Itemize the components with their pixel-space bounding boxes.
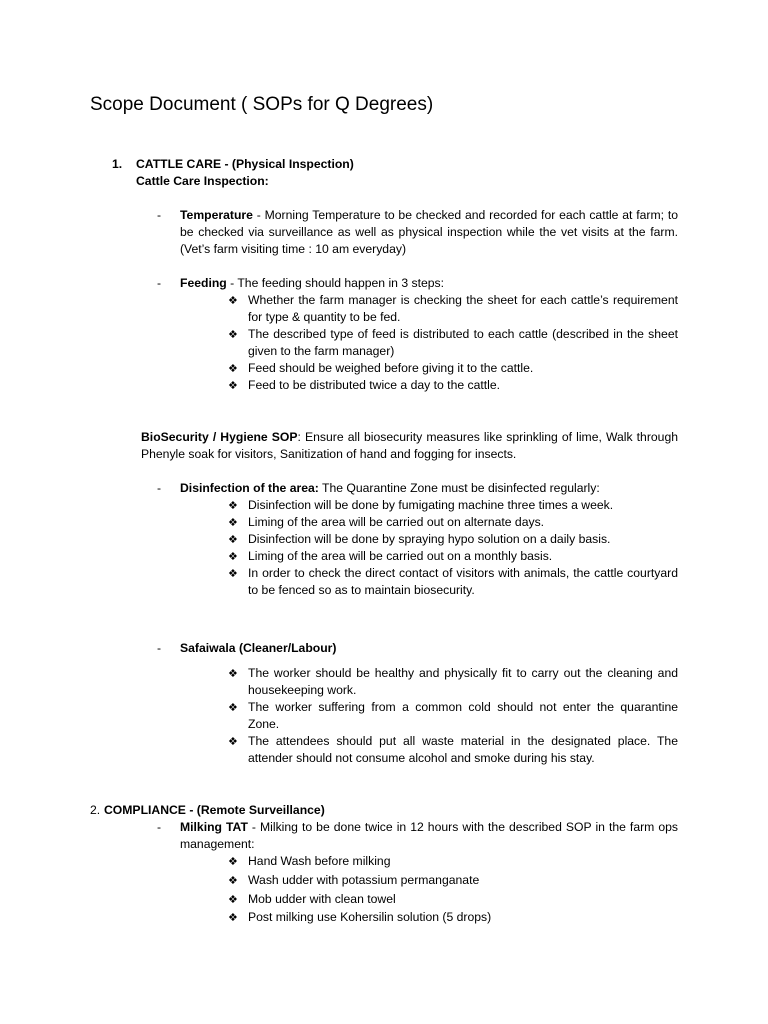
- list-item-text: Liming of the area will be carried out on a monthly basis.: [248, 549, 553, 563]
- list-item: [228, 377, 678, 394]
- section-1-heading: CATTLE CARE - (Physical Inspection): [136, 157, 354, 171]
- temperature-label: Temperature: [180, 208, 253, 222]
- diamond-bullet-icon: ❖: [228, 667, 238, 680]
- list-item: [228, 565, 678, 599]
- milking-label: Milking TAT: [180, 820, 248, 834]
- disinfection-text: The Quarantine Zone must be disinfected regularly:: [318, 481, 600, 495]
- list-item-text: Whether the farm manager is checking the sheet for each cattle’s requirement for type & quantity to be fed.: [248, 293, 678, 324]
- list-item-text: Mob udder with clean towel: [248, 892, 396, 906]
- list-item-text: Post milking use Kohersilin solution (5 drops): [248, 910, 492, 924]
- feeding-paragraph: [180, 275, 678, 292]
- list-item-text: The described type of feed is distributed to each cattle (described in the sheet given to the farm manager): [248, 327, 678, 358]
- list-item-text: Wash udder with potassium permanganate: [248, 873, 480, 887]
- disinfection-label: Disinfection of the area:: [180, 481, 319, 495]
- list-item-text: Disinfection will be done by spraying hypo solution on a daily basis.: [248, 532, 611, 546]
- temperature-paragraph: [180, 207, 678, 258]
- diamond-bullet-icon: ❖: [228, 893, 238, 906]
- section-1-number: 1.: [112, 157, 123, 171]
- list-item: [228, 326, 678, 360]
- diamond-bullet-icon: ❖: [228, 567, 238, 580]
- list-item-text: The worker suffering from a common cold should not enter the quarantine Zone.: [248, 700, 678, 731]
- dash-bullet: -: [157, 481, 162, 495]
- list-item: [228, 360, 678, 377]
- list-item: [228, 531, 678, 548]
- section-1-subheading: Cattle Care Inspection:: [136, 174, 269, 188]
- disinfection-paragraph: [180, 480, 678, 497]
- list-item-text: In order to check the direct contact of visitors with animals, the cattle courtyard to be fenced so as to maintain biosecurity.: [248, 566, 678, 597]
- list-item: [228, 699, 678, 733]
- list-item-text: The attendees should put all waste material in the designated place. The attender should not consume alcohol and smoke during his stay.: [248, 734, 678, 765]
- diamond-bullet-icon: ❖: [228, 533, 238, 546]
- list-item: [228, 665, 678, 699]
- list-item-text: The worker should be healthy and physically fit to carry out the cleaning and housekeeping work.: [248, 666, 678, 697]
- milking-text: - Milking to be done twice in 12 hours with the described SOP in the farm ops management:: [180, 820, 678, 851]
- diamond-bullet-icon: ❖: [228, 911, 238, 924]
- diamond-bullet-icon: ❖: [228, 874, 238, 887]
- diamond-bullet-icon: ❖: [228, 516, 238, 529]
- list-item-text: Hand Wash before milking: [248, 854, 391, 868]
- diamond-bullet-icon: ❖: [228, 499, 238, 512]
- diamond-bullet-icon: ❖: [228, 294, 238, 307]
- list-item: [228, 853, 678, 870]
- section-2-number: 2.: [90, 803, 101, 817]
- list-item-text: Disinfection will be done by fumigating machine three times a week.: [248, 498, 614, 512]
- list-item: [228, 292, 678, 326]
- safaiwala-label: Safaiwala (Cleaner/Labour): [180, 641, 337, 655]
- milking-paragraph: [180, 819, 678, 853]
- diamond-bullet-icon: ❖: [228, 362, 238, 375]
- document-title: Scope Document ( SOPs for Q Degrees): [90, 94, 434, 115]
- list-item: [228, 514, 678, 531]
- list-item: [228, 872, 678, 889]
- feeding-text: - The feeding should happen in 3 steps:: [226, 276, 445, 290]
- temperature-text: - Morning Temperature to be checked and recorded for each cattle at farm; to be checked via surveillance as well as physical inspection while the vet visits at the farm. (Vet’s farm visiting time : 10 am everyday): [180, 208, 678, 256]
- biosecurity-label: BioSecurity / Hygiene SOP: [141, 430, 298, 444]
- list-item: [228, 733, 678, 767]
- dash-bullet: -: [157, 208, 162, 222]
- diamond-bullet-icon: ❖: [228, 328, 238, 341]
- list-item: [228, 909, 678, 926]
- list-item-text: Feed should be weighed before giving it to the cattle.: [248, 361, 534, 375]
- list-item: [228, 891, 678, 908]
- biosecurity-text: : Ensure all biosecurity measures like sprinkling of lime, Walk through Phenyle soak for visitors, Sanitization of hand and fogging for insects.: [141, 430, 679, 461]
- section-2-heading: COMPLIANCE - (Remote Surveillance): [104, 803, 325, 817]
- list-item: [228, 548, 678, 565]
- dash-bullet: -: [157, 641, 162, 655]
- diamond-bullet-icon: ❖: [228, 735, 238, 748]
- list-item-text: Feed to be distributed twice a day to the cattle.: [248, 378, 501, 392]
- feeding-label: Feeding: [180, 276, 227, 290]
- dash-bullet: -: [157, 820, 162, 834]
- diamond-bullet-icon: ❖: [228, 379, 238, 392]
- diamond-bullet-icon: ❖: [228, 855, 238, 868]
- dash-bullet: -: [157, 276, 162, 290]
- diamond-bullet-icon: ❖: [228, 550, 238, 563]
- biosecurity-paragraph: [141, 429, 678, 463]
- list-item-text: Liming of the area will be carried out on alternate days.: [248, 515, 545, 529]
- list-item: [228, 497, 678, 514]
- diamond-bullet-icon: ❖: [228, 701, 238, 714]
